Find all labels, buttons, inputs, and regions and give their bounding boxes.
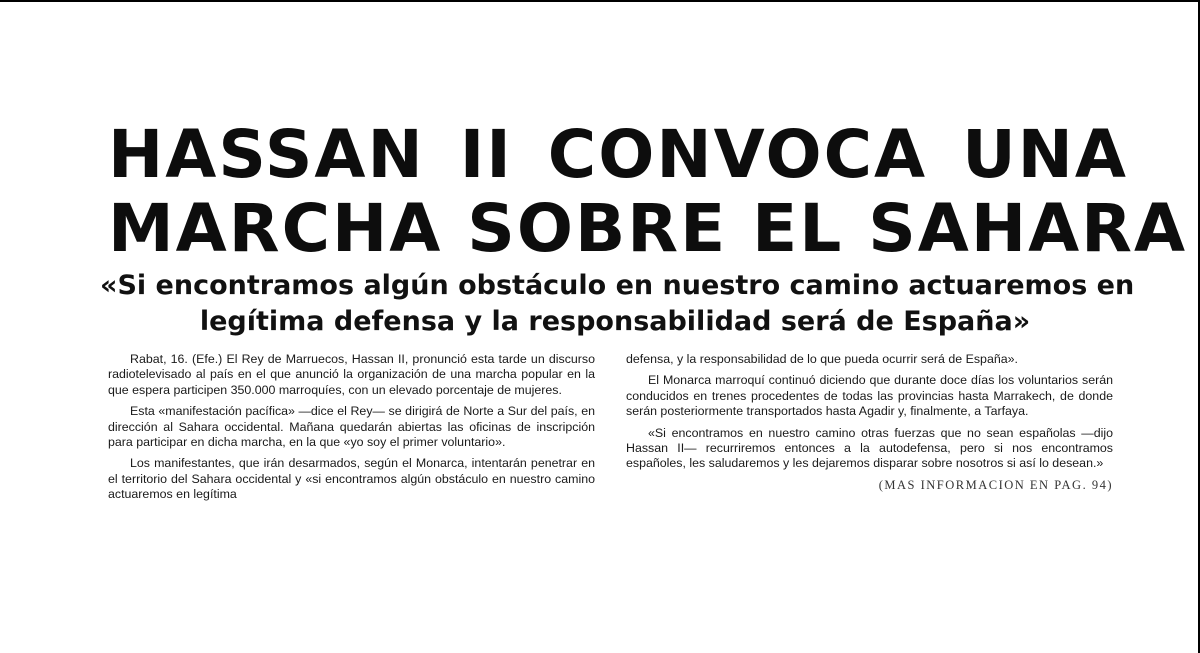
paragraph: defensa, y la responsabilidad de lo que pueda ocurrir será de España». xyxy=(626,352,1018,366)
headline-line-1: HASSAN II CONVOCA UNA xyxy=(108,116,1128,193)
article-column-left xyxy=(108,352,595,509)
headline-line-2: MARCHA SOBRE EL SAHARA xyxy=(108,190,1188,267)
headline xyxy=(108,116,1188,267)
subheadline-line-2: legítima defensa y la responsabilidad será de España» xyxy=(199,306,1031,337)
paragraph: Esta «manifestación pacífica» —dice el Rey— se dirigirá de Norte a Sur del país, en dirección al Sahara occidental. Mañana quedarán abiertas las oficinas de inscripción para participar en dicha marcha, en la que «yo soy el primer voluntario». xyxy=(108,404,595,450)
subheadline-line-1: «Si encontramos algún obstáculo en nuestro camino actuaremos en xyxy=(100,270,1135,301)
paragraph: «Si encontramos en nuestro camino otras fuerzas que no sean españolas —dijo Hassan II— recurriremos entonces a la autodefensa, pero si nos encontramos españoles, les saludaremos y les dejaremos disparar sobre nosotros si así lo desean.» xyxy=(626,425,1113,471)
paragraph: El Monarca marroquí continuó diciendo que durante doce días los voluntarios serán conducidos en trenes procedentes de todas las provincias hasta Marrakech, de donde serán posteriormente transportados hasta Agadir y, finalmente, a Tarfaya. xyxy=(626,373,1113,419)
more-info-reference: (MAS INFORMACION EN PAG. 94) xyxy=(878,477,1113,492)
article-column-right xyxy=(626,352,1113,493)
subheadline xyxy=(100,268,1135,340)
paragraph: Rabat, 16. (Efe.) El Rey de Marruecos, Hassan II, pronunció esta tarde un discurso radiotelevisado al país en el que anunció la organización de una marcha popular en la que espera participen 350.000 marroquíes, con un elevado porcentaje de mujeres. xyxy=(108,352,595,397)
paragraph: Los manifestantes, que irán desarmados, según el Monarca, intentarán penetrar en el territorio del Sahara occidental y «si encontramos algún obstáculo en nuestro camino actuaremos en legítima xyxy=(108,456,595,502)
